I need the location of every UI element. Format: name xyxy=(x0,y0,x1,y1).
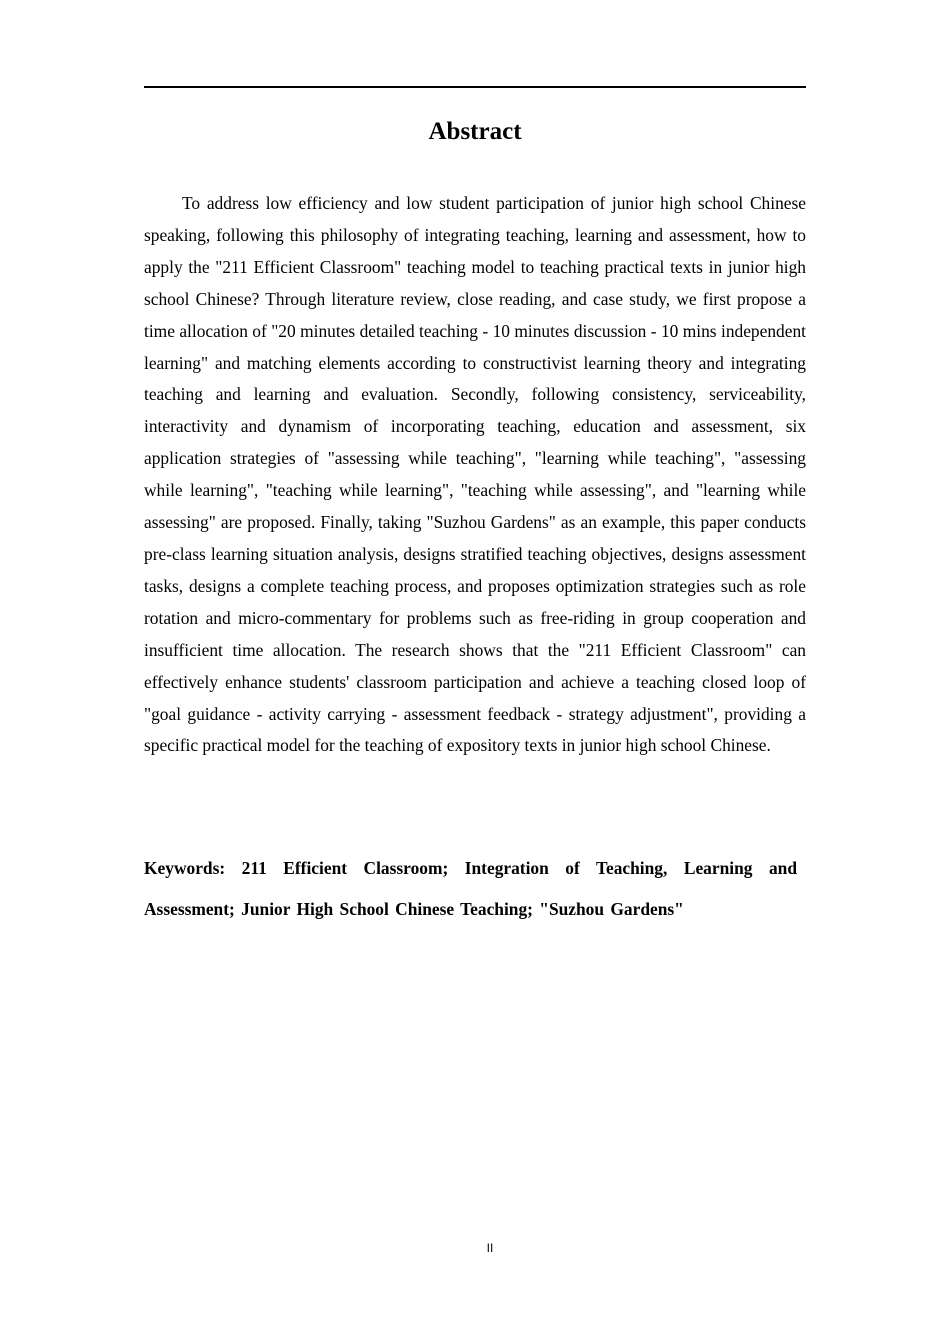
page-title: Abstract xyxy=(428,118,522,145)
header-rule xyxy=(144,86,806,88)
abstract-paragraph: To address low efficiency and low student participation of junior high school Chinese speaking, following this philosophy of integrating teaching, learning and assessment, how to apply the "211 Efficient Classroom" teaching model to teaching practical texts in junior high school Chinese? Through literature review, close reading, and case study, we first propose a time allocation of "20 minutes detailed teaching - 10 minutes discussion - 10 mins independent learning" and matching elements according to constructivist learning theory and integrating teaching and learning and evaluation. Secondly, following consistency, serviceability, interactivity and dynamism of incorporating teaching, education and assessment, six application strategies of "assessing while teaching", "learning while teaching", "assessing while learning", "teaching while learning", "teaching while assessing", and "learning while assessing" are proposed. Finally, taking "Suzhou Gardens" as an example, this paper conducts pre-class learning situation analysis, designs stratified teaching objectives, designs assessment tasks, designs a complete teaching process, and proposes optimization strategies such as role rotation and micro-commentary for problems such as free-riding in group cooperation and insufficient time allocation. The research shows that the "211 Efficient Classroom" can effectively enhance students' classroom participation and achieve a teaching closed loop of "goal guidance - activity carrying - assessment feedback - strategy adjustment", providing a specific practical model for the teaching of expository texts in junior high school Chinese. xyxy=(144,193,806,756)
page-number: II xyxy=(486,1241,494,1255)
keywords-paragraph: Keywords: 211 Efficient Classroom; Integration of Teaching, Learning and Assessment; Junior High School Chinese Teaching; "Suzhou Gardens" xyxy=(144,858,797,919)
